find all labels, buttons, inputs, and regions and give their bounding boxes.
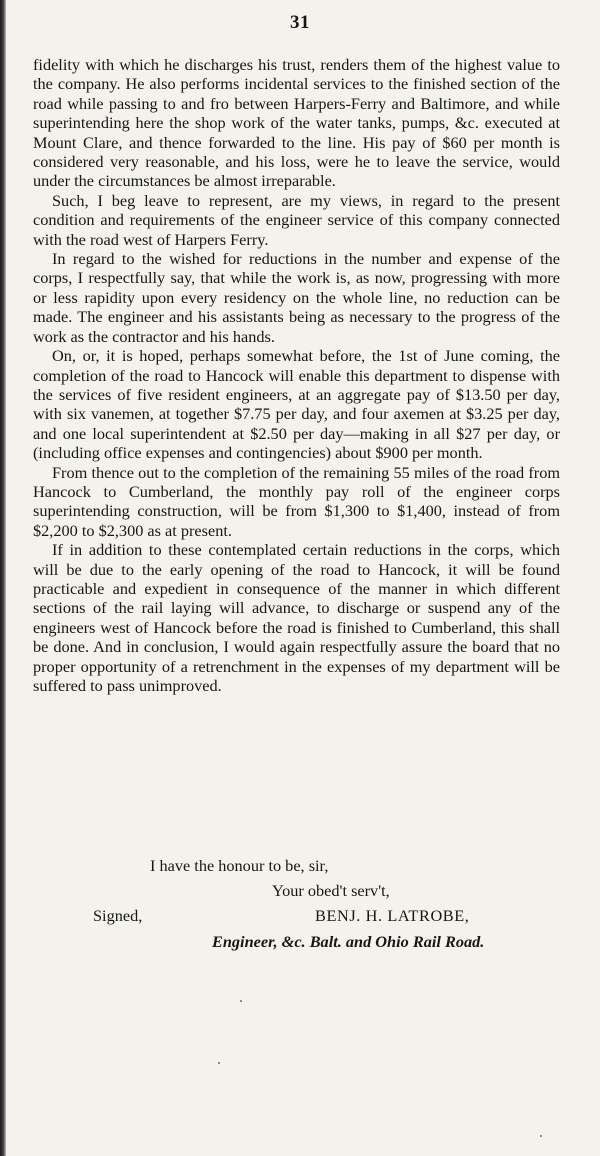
salutation: I have the honour to be, sir, [150,856,329,875]
paragraph: In regard to the wished for reductions in the number and expense of the corps, I respectfully say, that while the work is, as now, progressing with more or less rapidity upon every residency on the whole line, no reduction can be made. The engineer and his assistants being as necessary to the progress of the work as the contractor and his hands. [33,249,560,346]
letter-body [33,55,560,695]
signed-label: Signed, [93,906,143,925]
binding-edge [0,0,6,1156]
page-number: 31 [290,12,310,33]
complimentary-close: Your obed't serv't, [272,881,390,900]
paragraph: On, or, it is hoped, perhaps somewhat before, the 1st of June coming, the completion of the road to Hancock will enable this department to dispense with the services of five resident engineers, at an aggregate pay of $13.50 per day, with six vanemen, at together $7.75 per day, and four axemen at $3.25 per day, and one local superintendent at $2.50 per day—making in all $27 per day, or (including office expenses and contingencies) about $900 per month. [33,346,560,463]
paragraph: Such, I beg leave to represent, are my views, in regard to the present condition and requirements of the engineer service of this company connected with the road west of Harpers Ferry. [33,190,560,249]
signer-name: BENJ. H. LATROBE, [315,906,470,925]
paragraph: If in addition to these contemplated certain reductions in the corps, which will be due to the early opening of the road to Hancock, it will be found practicable and expedient in consequence of the manner in which different sections of the rail laying will advance, to discharge or suspend any of the engineers west of Hancock before the road is finished to Cumberland, this shall be done. And in conclusion, I would again respectfully assure the board that no proper opportunity of a retrenchment in the expenses of my department will be suffered to pass unimproved. [33,540,560,695]
paragraph: From thence out to the completion of the remaining 55 miles of the road from Hancock to Cumberland, the monthly pay roll of the engineer corps superintending construction, will be from $1,300 to $1,400, instead of from $2,200 to $2,300 as at present. [33,462,560,540]
paragraph: fidelity with which he discharges his trust, renders them of the highest value to the company. He also performs incidental services to the finished section of the road while passing to and fro between Harpers-Ferry and Baltimore, and while superintending here the shop work of the water tanks, pumps, &c. executed at Mount Clare, and thence forwarded to the line. His pay of $60 per month is considered very reasonable, and his loss, were he to leave the service, would under the circumstances be almost irreparable. [33,55,560,191]
signer-title: Engineer, &c. Balt. and Ohio Rail Road. [212,932,485,951]
